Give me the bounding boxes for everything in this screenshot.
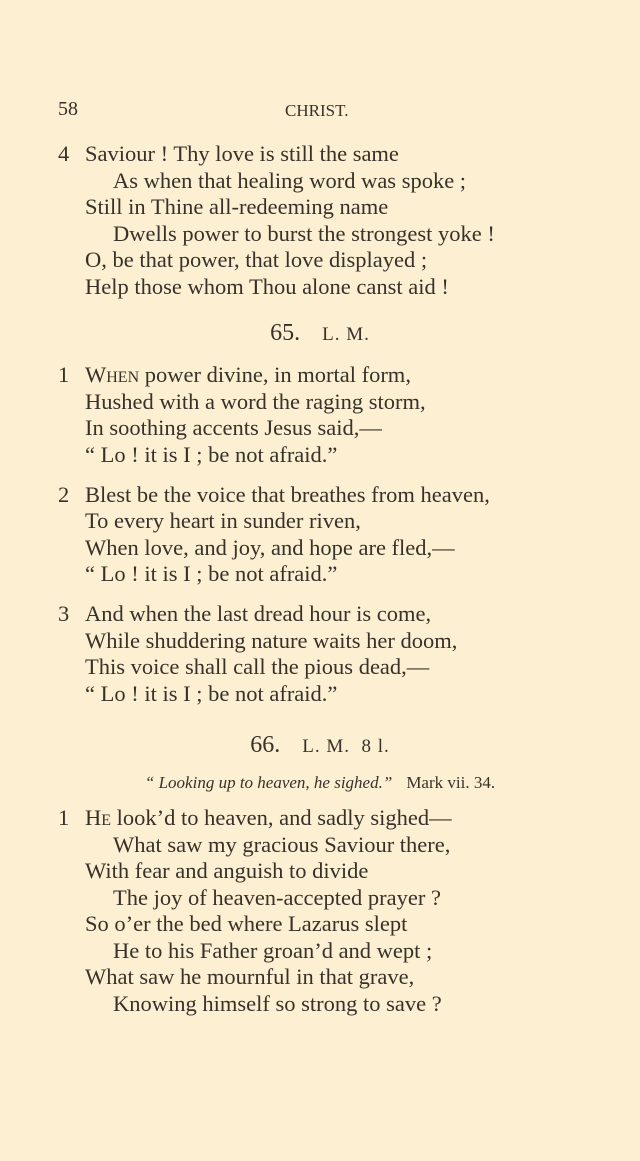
epigraph-quote: “ Looking up to heaven, he sighed.” [144,773,393,792]
first-word: When [85,362,140,387]
verse-line: As when that healing word was spoke ; [113,168,467,193]
first-word: He [85,805,112,830]
line-text: power divine, in mortal form, [139,362,411,387]
line-text: look’d to heaven, and sadly sighed— [111,805,452,830]
verse-line: This voice shall call the pious dead,— [85,654,430,679]
verse-line: What saw he mournful in that grave, [85,964,415,989]
verse-line: Knowing himself so strong to save ? [113,991,442,1016]
verse-line: Help those whom Thou alone canst aid ! [85,274,449,299]
verse-line: What saw my gracious Saviour there, [113,832,451,857]
scripture-reference: Mark vii. 34. [406,773,496,792]
verse-line: Blest be the voice that breathes from heaven, [85,482,490,507]
verse-number: 4 [58,141,70,166]
verse-line: He to his Father groan’d and wept ; [113,938,433,963]
verse-line: “ Lo ! it is I ; be not afraid.” [85,681,338,706]
verse-line: When love, and joy, and hope are fled,— [85,535,455,560]
verse-number: 1 [58,805,70,830]
verse-number: 2 [58,482,70,507]
verse-line: And when the last dread hour is come, [85,601,432,626]
hymn-65-heading [0,319,640,349]
running-title: CHRIST. [285,101,349,120]
page-number: 58 [58,98,78,120]
verse-line: With fear and anguish to divide [85,858,369,883]
verse-line: Saviour ! Thy love is still the same [85,141,399,166]
verse-line: So o’er the bed where Lazarus slept [85,911,408,936]
hymn-meter: L. M. [322,324,370,345]
hymn-number: 65. [270,320,301,346]
verse-line: “ Lo ! it is I ; be not afraid.” [85,561,338,586]
verse-line: Dwells power to burst the strongest yoke ! [113,221,495,246]
verse-line: While shuddering nature waits her doom, [85,628,458,653]
verse-line [85,805,452,831]
verse-line: The joy of heaven-accepted prayer ? [113,885,441,910]
verse-number: 1 [58,362,70,387]
verse-number: 3 [58,601,70,626]
verse-line: To every heart in sunder riven, [85,508,361,533]
verse-line: Still in Thine all-redeeming name [85,194,389,219]
hymn-meter: L. M. 8 l. [302,736,390,757]
hymn-66-heading [0,731,640,761]
verse-line: In soothing accents Jesus said,— [85,415,382,440]
verse-line: O, be that power, that love displayed ; [85,247,428,272]
verse-line [85,362,411,388]
verse-line: “ Lo ! it is I ; be not afraid.” [85,442,338,467]
verse-line: Hushed with a word the raging storm, [85,389,426,414]
epigraph [0,773,640,793]
hymn-number: 66. [250,732,281,758]
